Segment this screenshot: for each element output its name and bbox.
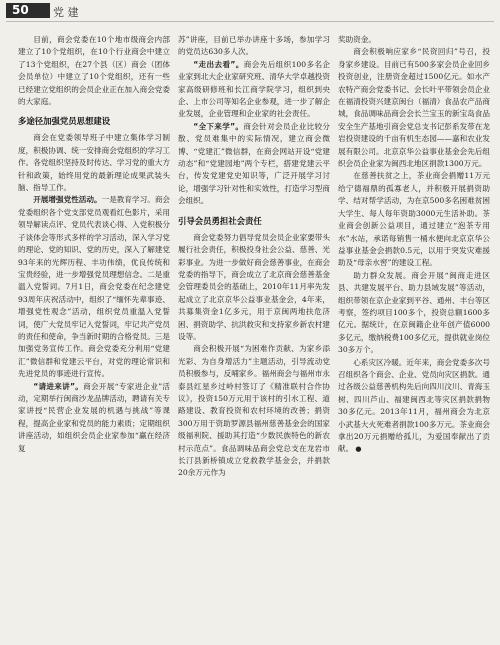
paragraph-text: 助力群众发展。商会开展“闽商走进区县、共建发展平台、助力县域发展”等活动，组织带领在京企业家到平谷、通州、丰台等区考察，签约项目100多个，投资总额1600多亿元。据统计，在京闽籍企业年创产值6000多亿元，缴纳税费100多亿元，提供就业岗位30多万个。 [338,270,490,355]
text-column-2 [178,34,330,634]
paragraph [338,357,490,456]
paragraph-text: 目前，商会党委在10个地市级商会内部建立了10个党组织，在10个行业商会中建立了13个党组织，在27个县（区）商会（团体会员单位）中建立了10个党组织，还有一些已经建立党组织的会员企业正在加入商会党委的大家庭。 [18,35,170,107]
run-in-heading: “全下来学”。 [193,121,244,131]
paragraph [18,194,170,380]
paragraph-text: 在慈善扶贫之上，茶业商会捐赠11万元给宁德福鼎的孤寡老人，并积极开展捐资助学、结对帮学活动，为在京500多名困难贫困大学生、每人每年资助3000元生活补助。茶业商会创新公益项目，通过建立“泡茶专用水”水站，承诺每销售一桶水便向北京京华公益事业基金会捐款0.5元，以用于突发灾难援助及“母亲水窖”的建设工程。 [338,171,490,268]
paragraph-text: 一是教育学习。商会党委组织各个党支部党员观看红色影片，采用领导解读点评、党员代表谈心得、入党积极分子谈体会等形式多样的学习活动，深入学习党的理论、党的知识、党的历史，深入了解建党93年来的光辉历程、丰功伟绩，优良传统和宝贵经验，进一步增强党员理想信念。二是重温入党誓词。7月1日，商会党委在纪念建党93周年庆祝活动中，组织了“缅怀先辈事迹、增强党性观念”活动，组织党员重温入党誓词，使广大党员牢记入党誓词，牢记共产党员的责任和使命，争当新时期的合格党员。三是加强党务宣传工作。商会党委充分利用“党建汇”微信群和党建云平台，对党的理论常识和先进党员的事迹进行宣传。 [18,195,170,379]
paragraph-text: 商会党委努力倡导党员会员企业家要带头履行社会责任，积极投身社会公益、慈善、光彩事业。为进一步做好商会慈善事业，在商会党委的指导下，商会成立了北京商会慈善基金会管理委员会的基础上，2010年11月率先发起成立了北京京华公益事业基金会，4年来，共募集资金1亿多元，用于京闽两地扶危济困、捐资助学、抗洪救灾和支持家乡新农村建设等。 [178,232,330,341]
run-in-heading: “走出去看”。 [193,59,244,69]
paragraph-text: 商会积极响应家乡“民资回归”号召，投身家乡建设。目前已有500多家会员企业回乡投资创业，注册资金超过1500亿元。如水产农特产商会党委书记、会长叶平带领会员企业在福清投资兴建京闽台（福清）食品农产品商城，食品调味品商会会长兰宝玉的新宝岛食品安全生产基地引商会党总支书记彭系发带在龙岩投资建设的千亩有机生态园——嘉和农业发展有限公司。北京京华公益事业基金会先后组织会员企业家为闽西北地区捐款1300万元。 [338,47,490,169]
paragraph-text: 商会开展“专家进企业”活动，定期举行闽商沙龙品牌活动，聘请有关专家讲授“民营企业发展的机遇与挑战”等课程，提高企业家和党员的能力素质；定期组织讲座活动，如组织会员企业家参加“赢在经济复 [18,381,170,453]
paragraph-text: 商会积极开展“为困难作贡献、为家乡添光彩、为自身增活力”主题活动，引导流动党员积极参与，反哺家乡。福州商会与福州市永泰县红星乡过岭村签订了《精准联村合作协议》，投资150万元用于该村的引水工程、道路建设、教育投资和农村环境的改善；捐资300万用于资助罗源县福州慈善基金会的国家级福利院、援助其打造“少数民族特色的新农村示范点”。食品调味品商会党总支在龙岩市长汀县新桥镇成立党救教学基金会，并捐款20余万元作为 [178,344,330,478]
paragraph [178,121,330,208]
paragraph [18,381,170,455]
article-body [18,34,490,634]
section-heading: 多途径加强党员思想建设 [18,116,111,127]
paragraph-text: 商会在党委领导班子中建立集体学习制度，积极协调、统一安排商会党组织的学习工作。各党组织坚持及时传达、学习党的重大方针和政策，始终用党的最新理论成果武装头脑、指导工作。 [18,133,170,193]
paragraph [338,270,490,357]
paragraph-text: 心系灾区冷暖。近年来，商会党委多次号召组织各个商会、企业、党员向灾区捐款。通过各级公益慈善机构先后向四川汶川、青海玉树、四川芦山、福建闽西北等灾区捐款捐物30多亿元。2013年11月，福州商会为北京小武基大火死难者捐款100多万元。茶业商会拿出20万元捐赠给孤儿，为爱国奉献出了贡献。 [338,357,490,454]
text-column-3 [338,34,490,634]
end-mark-icon: ● [353,445,362,454]
page-number: 50 [6,3,50,18]
page-header [0,0,500,22]
paragraph-text: 商会先后组织100多名企业家到北大企业家研究班、清华大学卓越投资家高级研修班和长江商学院学习，组织到央企、上市公司等知名企业参观，进一步了解企业发展，企业管理和企业家的社会责任。 [178,59,330,119]
section-label: 党 建 [53,6,79,19]
paragraph [18,34,170,108]
paragraph-text: 奖助资金。 [338,35,376,44]
section-heading: 引导会员勇担社会责任 [178,215,262,226]
paragraph [178,232,330,344]
paragraph-text: 商会针对会员企业比较分散、党员难集中的实际情况，建立商会微博、“党建汇”微信群，在商会网站开设“党建动态”和“党建园地”两个专栏，搭建党建云平台，传发党建党史知识等，广泛开展学习讨论，增强学习针对性和实效性，打造学习型商会组织。 [178,121,330,206]
paragraph [338,34,490,46]
header-divider [6,21,494,22]
paragraph [178,34,330,59]
run-in-heading: 开展增强党性活动。 [33,195,102,205]
paragraph [338,170,490,269]
run-in-heading: “请进来讲”。 [33,381,84,391]
paragraph-text: 苏”讲座，目前已举办讲座十多场，参加学习的党员达630多人次。 [178,35,330,57]
text-column-1 [18,34,170,634]
paragraph [18,132,170,194]
paragraph [338,46,490,170]
paragraph [178,59,330,121]
paragraph [178,343,330,479]
